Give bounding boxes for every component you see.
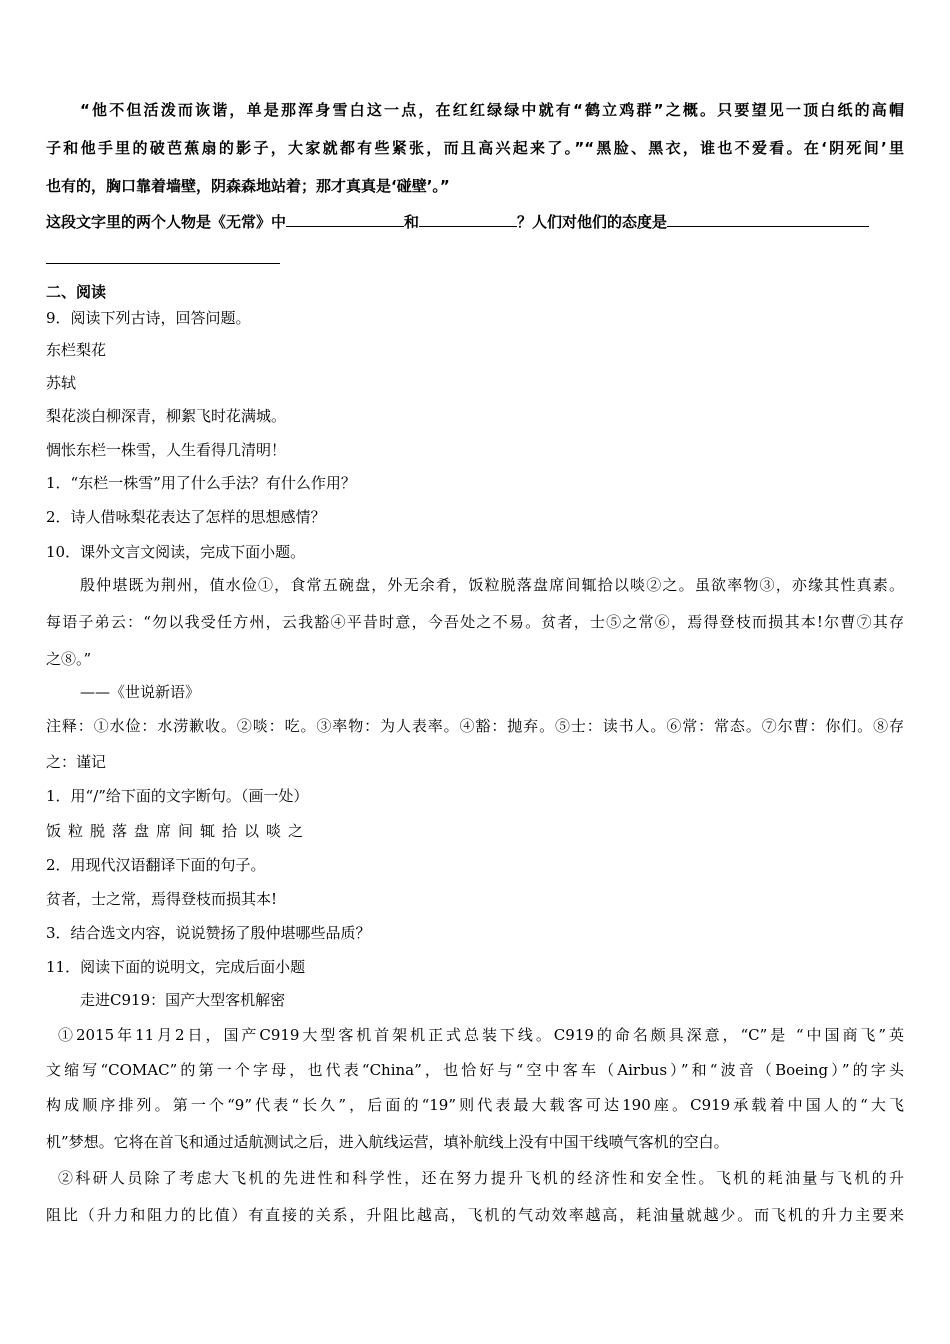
answer-blank-2[interactable] <box>419 211 517 227</box>
notes-line-1: 注释：①水俭：水涝歉收。②啖：吃。③率物：为人表率。④豁：抛弃。⑤士：读书人。⑥常：常态。⑦尔曹：你们。⑧存 <box>46 717 904 735</box>
article-p1-line-4: 机”梦想。它将在首飞和通过适航测试之后，进入航线运营，填补航线上没有中国干线喷气客机的空白。 <box>46 1133 729 1151</box>
answer-blank-1[interactable] <box>286 211 404 227</box>
poem-author: 苏轼 <box>46 374 77 392</box>
quote-line-3: 也有的，胸口靠着墙壁，阴森森地站着；那才真真是‘碰壁’。” <box>46 177 450 195</box>
q10-stem: 10．课外文言文阅读，完成下面小题。 <box>46 543 306 561</box>
answer-blank-4-line <box>46 248 280 269</box>
q10-sub-1: 1．用“/”给下面的文字断句。（画一处） <box>46 787 309 805</box>
article-p2-line-2: 阻比（升力和阻力的比值）有直接的关系，升阻比越高，飞机的气动效率越高，耗油量就越少。而飞机的升力主要来 <box>46 1206 904 1224</box>
q10-sub-2-text: 贫者，士之常，焉得登枝而损其本! <box>46 890 278 908</box>
article-p1-line-1: ①2015年11月2日，国产C919大型客机首架机正式总装下线。C919的命名颇具深意，“C”是 “中国商飞”英 <box>58 1026 904 1044</box>
poem-title: 东栏梨花 <box>46 341 107 359</box>
passage-source: ——《世说新语》 <box>80 683 201 701</box>
article-title: 走进C919：国产大型客机解密 <box>80 991 286 1009</box>
poem-verse-2: 惆怅东栏一株雪，人生看得几清明！ <box>46 441 287 459</box>
question-8-part-a: 这段文字里的两个人物是《无常》中 <box>46 213 287 231</box>
q9-sub-2: 2．诗人借咏梨花表达了怎样的思想感情？ <box>46 508 326 526</box>
section-heading: 二、阅读 <box>46 283 107 301</box>
passage-line-2: 每语子弟云：“勿以我受任方州，云我豁④平昔时意，今吾处之不易。贫者，士⑤之常⑥，焉得登枝而损其本!尔曹⑦其存 <box>46 613 904 631</box>
q9-sub-1: 1．“东栏一株雪”用了什么手法？有什么作用？ <box>46 474 356 492</box>
article-p2-line-1: ②科研人员除了考虑大飞机的先进性和科学性，还在努力提升飞机的经济性和安全性。飞机的耗油量与飞机的升 <box>58 1169 904 1187</box>
q10-sub-3: 3．结合选文内容，说说赞扬了殷仲堪哪些品质？ <box>46 924 371 942</box>
question-8-line <box>46 211 869 232</box>
article-p1-line-3: 构成顺序排列。第一个“9”代表“长久”，后面的“19”则代表最大载客可达190座。C919承载着中国人的“大飞 <box>46 1096 904 1114</box>
q10-sub-1-text: 饭粒脱落盘席间辄拾以啖之 <box>46 822 311 840</box>
notes-line-2: 之：谨记 <box>46 753 107 771</box>
q11-stem: 11．阅读下面的说明文，完成后面小题 <box>46 958 306 976</box>
answer-blank-3[interactable] <box>667 211 869 227</box>
question-8-part-b: 和 <box>404 213 420 231</box>
q10-sub-2: 2．用现代汉语翻译下面的句子。 <box>46 856 266 874</box>
quote-line-2: 子和他手里的破芭蕉扇的影子，大家就都有些紧张，而且高兴起来了。”“黑脸、黑衣，谁也不爱看。在‘阴死间’里 <box>46 139 904 157</box>
poem-verse-1: 梨花淡白柳深青，柳絮飞时花满城。 <box>46 407 287 425</box>
answer-blank-4[interactable] <box>46 248 280 264</box>
passage-line-3: 之⑧。” <box>46 650 92 668</box>
quote-line-1: “他不但活泼而诙谐，单是那浑身雪白这一点，在红红绿绿中就有“鹤立鸡群”之概。只要望见一顶白纸的高帽 <box>80 101 904 119</box>
article-p1-line-2: 文缩写“COMAC”的第一个字母，也代表“China”，也恰好与“空中客车（Airbus）”和“波音（Boeing）”的字头 <box>46 1061 904 1079</box>
passage-line-1: 殷仲堪既为荆州，值水俭①，食常五碗盘，外无余肴，饭粒脱落盘席间辄拾以啖②之。虽欲率物③，亦缘其性真素。 <box>80 576 904 594</box>
question-8-part-c: ？人们对他们的态度是 <box>517 213 668 231</box>
q9-stem: 9．阅读下列古诗，回答问题。 <box>46 309 251 327</box>
